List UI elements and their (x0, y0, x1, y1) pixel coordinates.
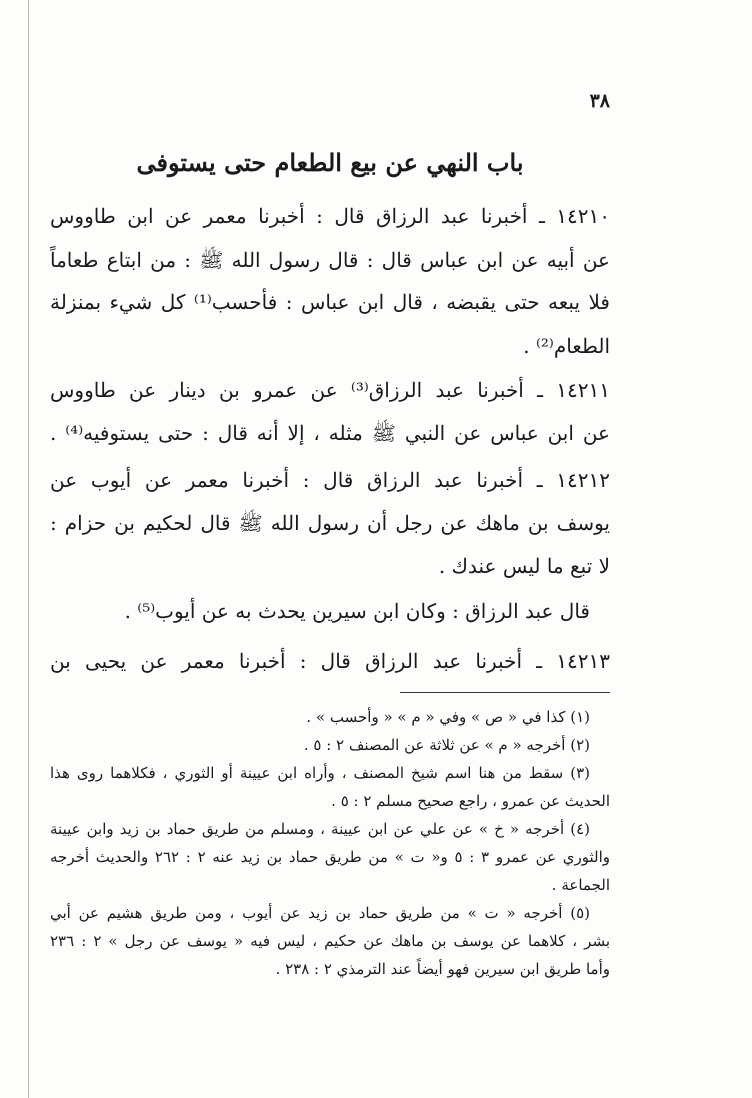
hadith-14210-line-3: فلا يبعه حتى يقبضه ، قال ابن عباس : فأحسب⁽¹⁾ كل شيء بمنزلة (50, 290, 610, 314)
footnote-5-line-2: بشر ، كلاهما عن يوسف بن ماهك عن حكيم ، ليس فيه « يوسف عن رجل » ٢ : ٢٣٦ (50, 932, 610, 950)
hadith-14210-line-2: عن أبيه عن ابن عباس قال : قال رسول الله ﷺ : من ابتاع طعاماً (50, 248, 610, 272)
footnote-4-line-3: الجماعة . (551, 876, 610, 894)
footnote-2: (٢) أخرجه « م » عن ثلاثة عن المصنف ٢ : ٥ . (303, 736, 590, 754)
hadith-14213-line-1: ١٤٢١٣ ـ أخبرنا عبد الرزاق قال : أخبرنا معمر عن يحيى بن (50, 649, 610, 673)
hadith-14212-line-1: ١٤٢١٢ ـ أخبرنا عبد الرزاق قال : أخبرنا معمر عن أيوب عن (50, 468, 610, 492)
hadith-14212-line-2: يوسف بن ماهك عن رجل أن رسول الله ﷺ قال لحكيم بن حزام : (50, 511, 610, 535)
left-margin-rule (28, 0, 29, 1098)
hadith-14211-line-1: ١٤٢١١ ـ أخبرنا عبد الرزاق⁽³⁾ عن عمرو بن دينار عن طاووس (50, 378, 610, 402)
book-page (50, 0, 610, 1098)
chapter-title: باب النهي عن بيع الطعام حتى يستوفى (136, 148, 524, 177)
footnote-3-line-1: (٣) سقط من هنا اسم شيخ المصنف ، وأراه ابن عيينة أو الثوري ، فكلاهما روى هذا (50, 764, 590, 782)
abdurrazzaq-note-line: قال عبد الرزاق : وكان ابن سيرين يحدث به عن أيوب⁽⁵⁾ . (124, 599, 590, 623)
page-number: ٣٨ (589, 90, 610, 112)
footnote-5-line-1: (٥) أخرجه « ت » من طريق حماد بن زيد عن أيوب ، ومن طريق هشيم عن أبي (50, 904, 590, 922)
hadith-14210-line-4: الطعام⁽²⁾ . (523, 334, 610, 358)
hadith-14210-line-1: ١٤٢١٠ ـ أخبرنا عبد الرزاق قال : أخبرنا معمر عن ابن طاووس (50, 204, 610, 228)
hadith-14211-line-2: عن ابن عباس عن النبي ﷺ مثله ، إلا أنه قال : حتى يستوفيه⁽⁴⁾ . (50, 421, 610, 445)
footnote-5-line-3: وأما طريق ابن سيرين فهو أيضاً عند الترمذي ٢ : ٢٣٨ . (275, 960, 610, 978)
hadith-14212-line-3: لا تبع ما ليس عندك . (438, 554, 610, 578)
footnote-4-line-2: والثوري عن عمرو ٣ : ٥ و« ت » من طريق حماد بن زيد عنه ٢ : ٢٦٢ والحديث أخرجه (50, 848, 611, 866)
footnote-1: (١) كذا في « ص » وفي « م » « وأحسب » . (306, 708, 590, 726)
footnote-3-line-2: الحديث عن عمرو ، راجع صحيح مسلم ٢ : ٥ . (331, 792, 610, 810)
footnote-4-line-1: (٤) أخرجه « خ » عن علي عن ابن عيينة ، ومسلم من طريق حماد بن زيد وابن عيينة (50, 820, 590, 838)
footnote-divider (400, 692, 610, 693)
